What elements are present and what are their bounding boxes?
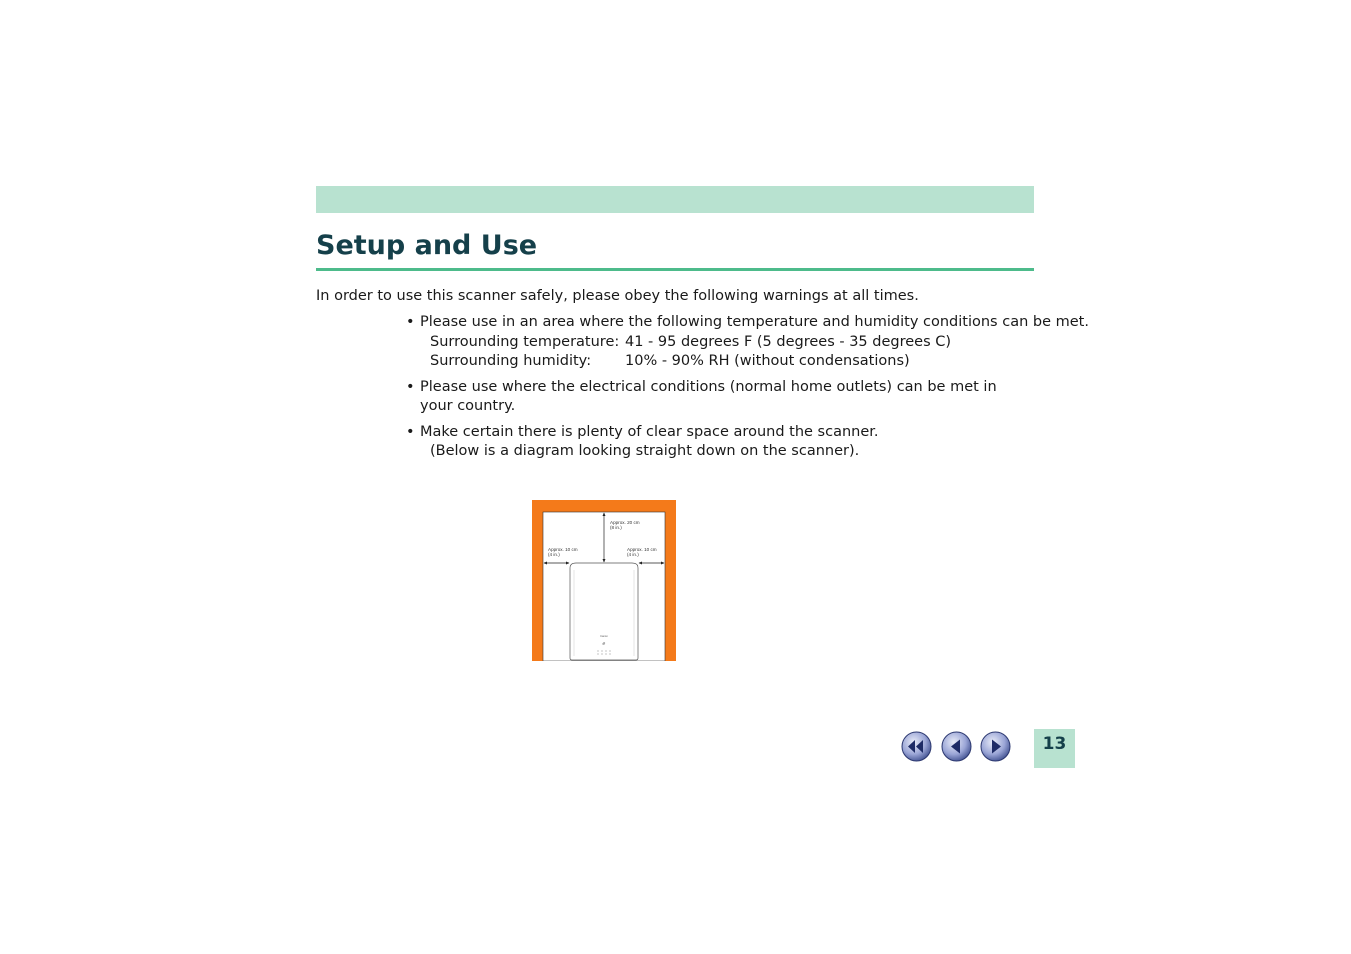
scanner-logo-icon: ℯ <box>602 641 606 647</box>
temperature-condition <box>420 333 1036 353</box>
right-clearance-label-imperial: (4 in.) <box>627 552 639 557</box>
page-title: Setup and Use <box>316 230 538 261</box>
intro-text: In order to use this scanner safely, please obey the following warnings at all times. <box>316 288 919 304</box>
left-clearance-label: Approx. 10 cm <box>548 547 578 552</box>
page-number: 13 <box>1042 734 1067 754</box>
humidity-value: 10% - 90% RH (without condensations) <box>625 353 910 369</box>
bullet-dot: • <box>406 314 415 330</box>
temperature-label: Surrounding temperature: <box>430 333 620 350</box>
next-page-button[interactable] <box>980 731 1011 762</box>
title-rule <box>316 268 1034 271</box>
humidity-label: Surrounding humidity: <box>430 353 592 369</box>
scanner-brand: Canon <box>600 635 608 638</box>
bullet-text: Please use where the electrical conditions (normal home outlets) can be met in your country. <box>420 378 997 414</box>
diagram-note: (Below is a diagram looking straight down on the scanner). <box>430 443 860 459</box>
bullet-text: Please use in an area where the following temperature and humidity conditions can be met. <box>420 314 1089 330</box>
left-clearance-label-imperial: (4 in.) <box>548 552 560 557</box>
scanner-clearance-diagram <box>532 500 676 661</box>
right-clearance-label: Approx. 10 cm <box>627 547 657 552</box>
list-item <box>406 313 1089 372</box>
temperature-value: 41 - 95 degrees F (5 degrees - 35 degrees C) <box>625 333 952 350</box>
top-clearance-label-imperial: (8 in.) <box>610 525 622 530</box>
warning-list <box>406 313 1089 468</box>
previous-page-button[interactable] <box>941 731 972 762</box>
bullet-dot: • <box>406 378 415 395</box>
header-band <box>316 186 1034 213</box>
bullet-dot: • <box>406 423 415 440</box>
list-item <box>406 378 1036 417</box>
top-clearance-label: Approx. 20 cm <box>610 520 640 525</box>
first-page-button[interactable] <box>901 731 932 762</box>
page-number-box <box>1034 729 1075 768</box>
humidity-condition <box>420 352 1036 372</box>
list-item <box>406 423 1036 462</box>
bullet-text: Make certain there is plenty of clear space around the scanner. <box>420 423 879 440</box>
